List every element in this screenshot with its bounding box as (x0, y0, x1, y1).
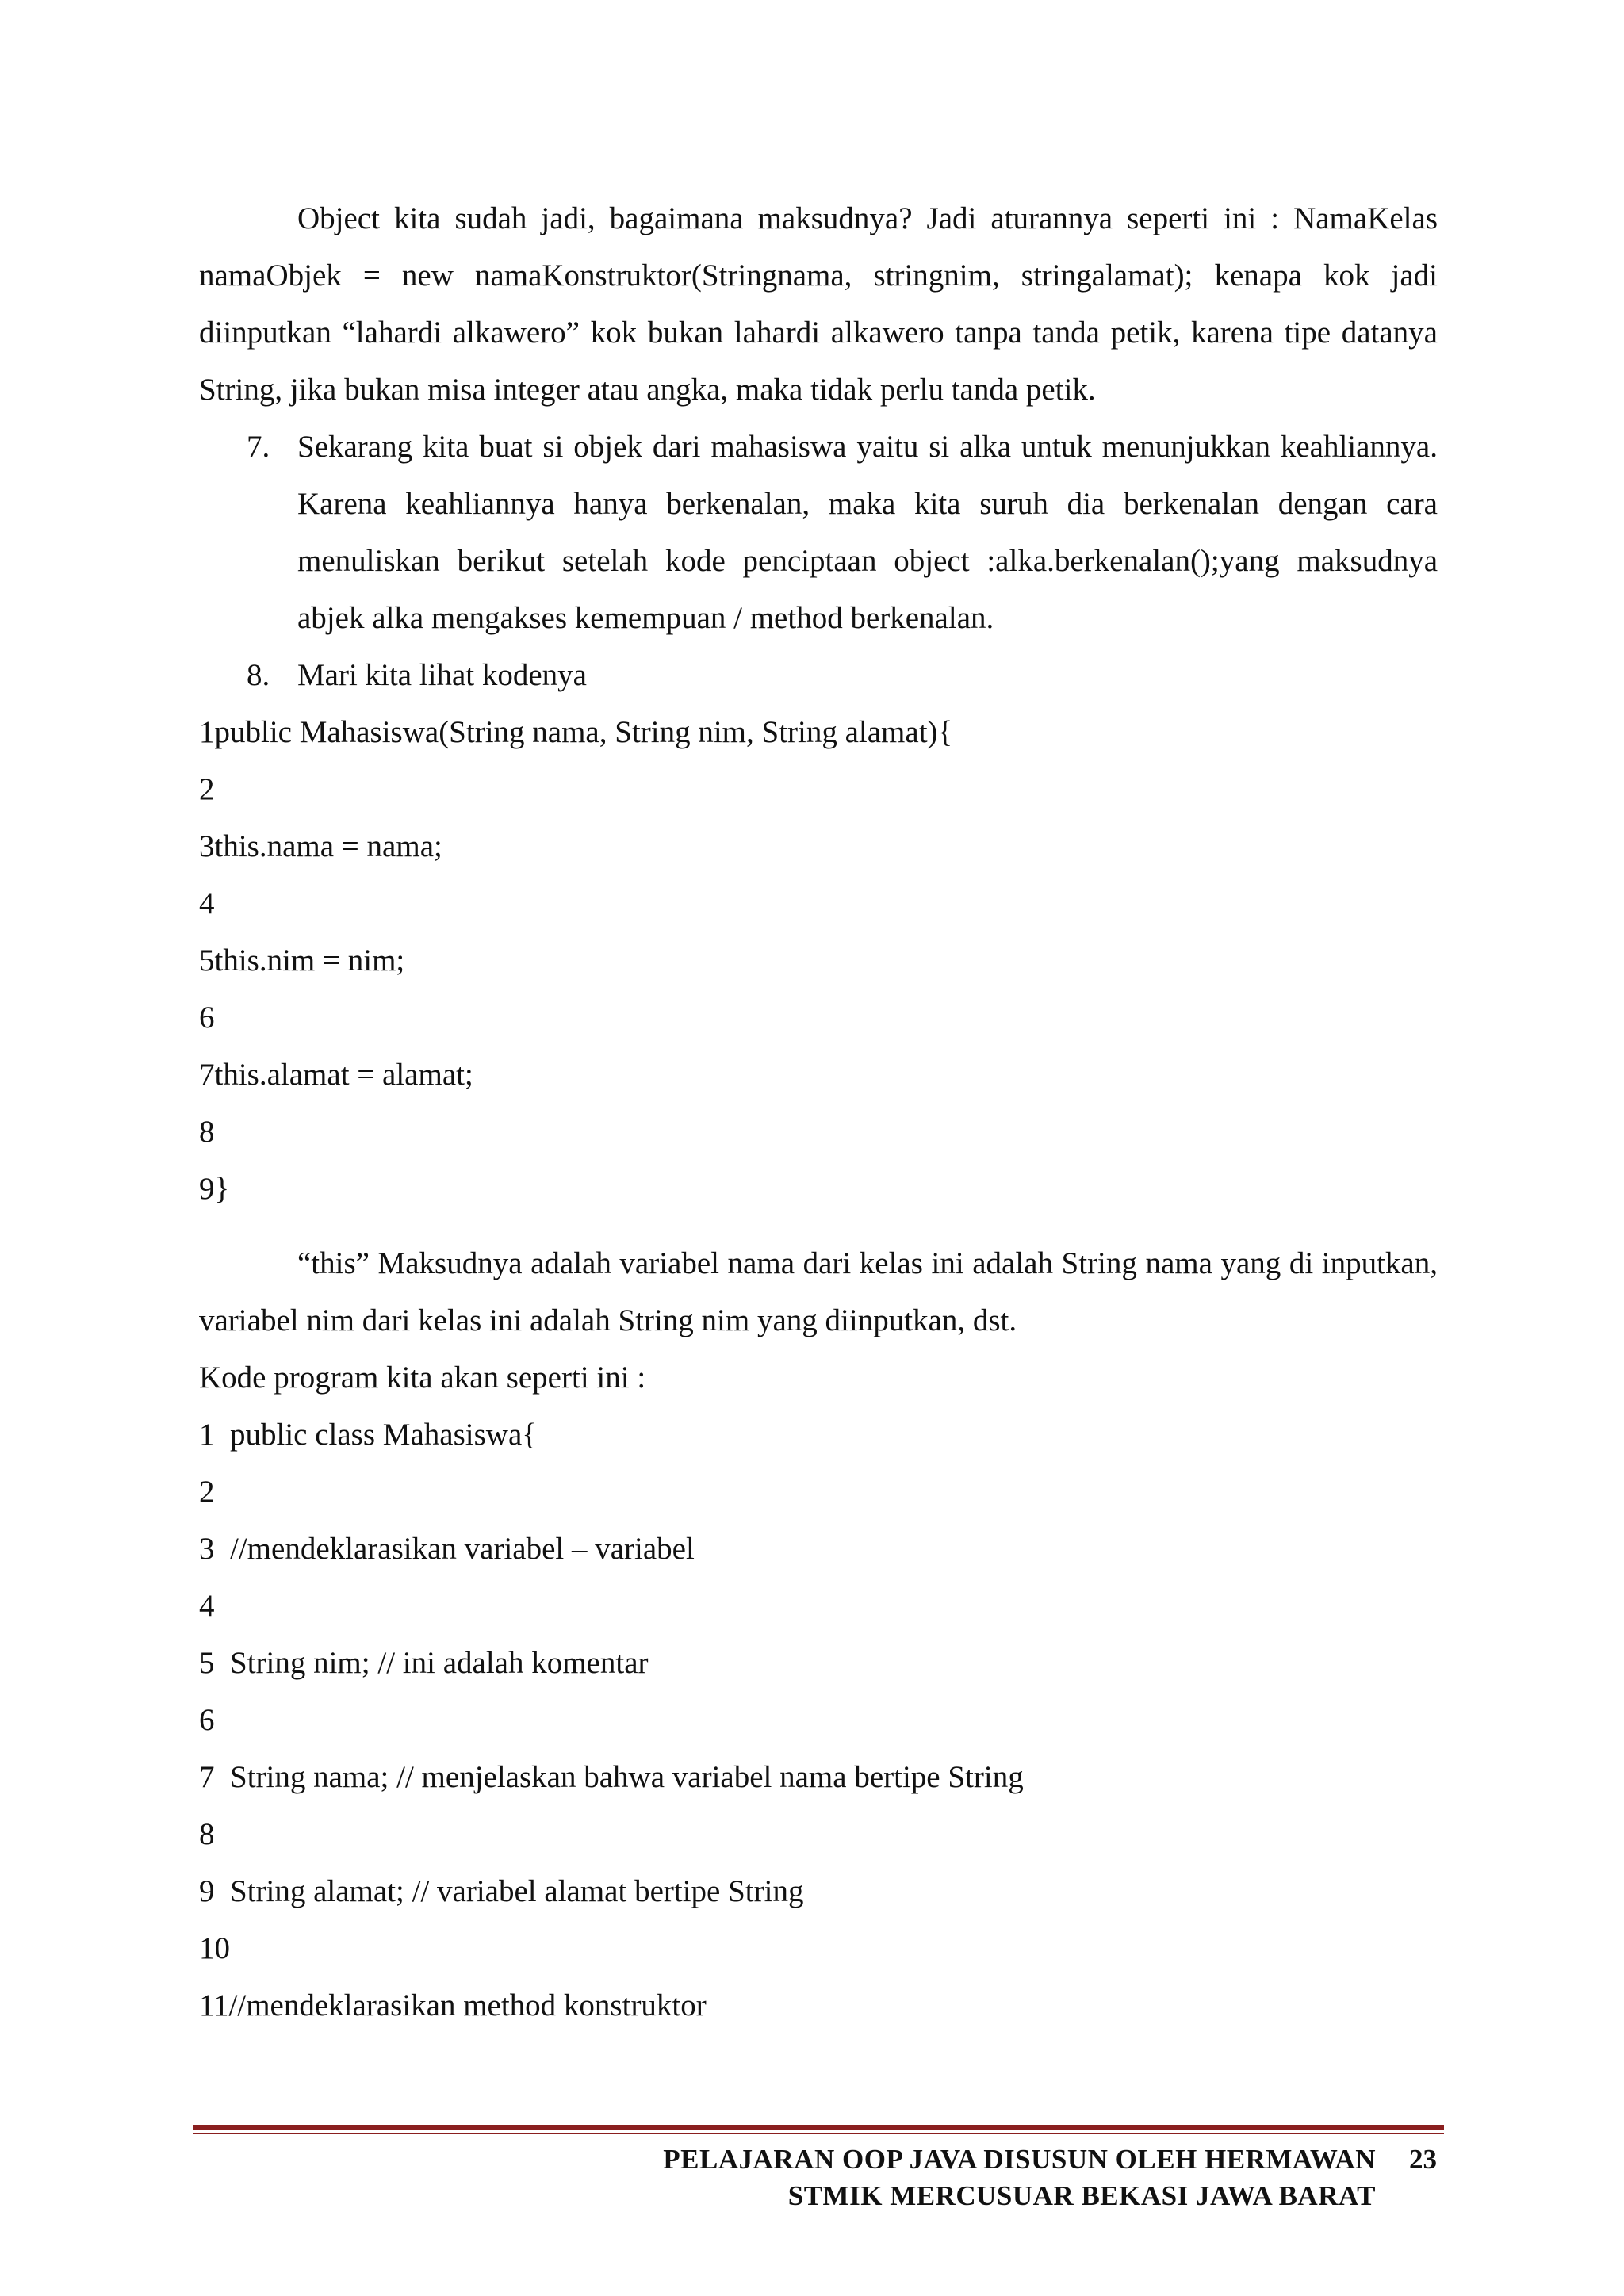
intro-paragraph: Object kita sudah jadi, bagaimana maksudnya? Jadi aturannya seperti ini : NamaKelas namaObjek = new namaKonstruktor(Stringnama, stringnim, stringalamat); kenapa kok jadi diinputkan “lahardi alkawero” kok bukan lahardi alkawero tanpa tanda petik, karena tipe datanya String, jika bukan misa integer atau angka, maka tidak perlu tanda petik. (199, 201, 1438, 407)
code-line: 6 (199, 1703, 215, 1737)
code-line: 7this.alamat = alamat; (199, 1058, 473, 1092)
code-line: 3this.nama = nama; (199, 829, 442, 863)
footer-rule (193, 2125, 1444, 2136)
footer-institution: STMIK MERCUSUAR BEKASI JAWA BARAT (787, 2180, 1376, 2211)
list-item-text: Mari kita lihat kodenya (297, 658, 587, 692)
spacer (199, 1218, 1438, 1235)
code-block-constructor (199, 704, 1438, 1218)
footer-rule-segment (1398, 2125, 1444, 2130)
code-line: 9 String alamat; // variabel alamat bertipe String (199, 1874, 804, 1908)
code-line: 10 (199, 1931, 230, 1965)
code-line: 5this.nim = nim; (199, 943, 405, 978)
code-line: 5 String nim; // ini adalah komentar (199, 1646, 649, 1680)
code-line: 11//mendeklarasikan method konstruktor (199, 1988, 707, 2022)
program-intro: Kode program kita akan seperti ini : (199, 1360, 646, 1395)
code-line: 8 (199, 1817, 215, 1851)
this-paragraph: “this” Maksudnya adalah variabel nama dari kelas ini adalah String nama yang di inputkan, variabel nim dari kelas ini adalah String nim yang diinputkan, dst. (199, 1246, 1438, 1337)
step-list (199, 419, 1438, 704)
code-line: 7 String nama; // menjelaskan bahwa variabel nama bertipe String (199, 1760, 1024, 1794)
code-line: 4 (199, 886, 215, 920)
list-item-7 (199, 419, 1438, 647)
code-line: 1public Mahasiswa(String nama, String nim, String alamat){ (199, 715, 953, 749)
list-number: 7. (247, 430, 270, 464)
code-line: 8 (199, 1115, 215, 1149)
list-item-text: Sekarang kita buat si objek dari mahasiswa yaitu si alka untuk menunjukkan keahliannya. Karena keahliannya hanya berkenalan, maka kita suruh dia berkenalan dengan cara menuliskan berikut setelah kode penciptaan object :alka.berkenalan();yang maksudnya abjek alka mengakses kemempuan / method berkenalan. (297, 430, 1438, 635)
code-line: 2 (199, 772, 215, 806)
footer-rule-segment (193, 2133, 542, 2134)
footer-title: PELAJARAN OOP JAVA DISUSUN OLEH HERMAWAN (663, 2144, 1376, 2175)
code-line: 4 (199, 1589, 215, 1623)
code-line: 9} (199, 1172, 230, 1206)
page-number: 23 (1409, 2144, 1437, 2175)
code-line: 6 (199, 1001, 215, 1035)
code-block-class (199, 1406, 1438, 2034)
list-number: 8. (247, 658, 270, 692)
list-item-8 (199, 647, 1438, 704)
code-line: 1 public class Mahasiswa{ (199, 1418, 537, 1452)
footer-rule-segment (542, 2125, 1398, 2130)
footer-rule-segment (1398, 2133, 1444, 2134)
footer-rule-segment (542, 2133, 1398, 2134)
footer-rule-segment (193, 2125, 542, 2130)
code-line: 2 (199, 1475, 215, 1509)
code-line: 3 //mendeklarasikan variabel – variabel (199, 1532, 695, 1566)
page-content (199, 190, 1438, 2034)
